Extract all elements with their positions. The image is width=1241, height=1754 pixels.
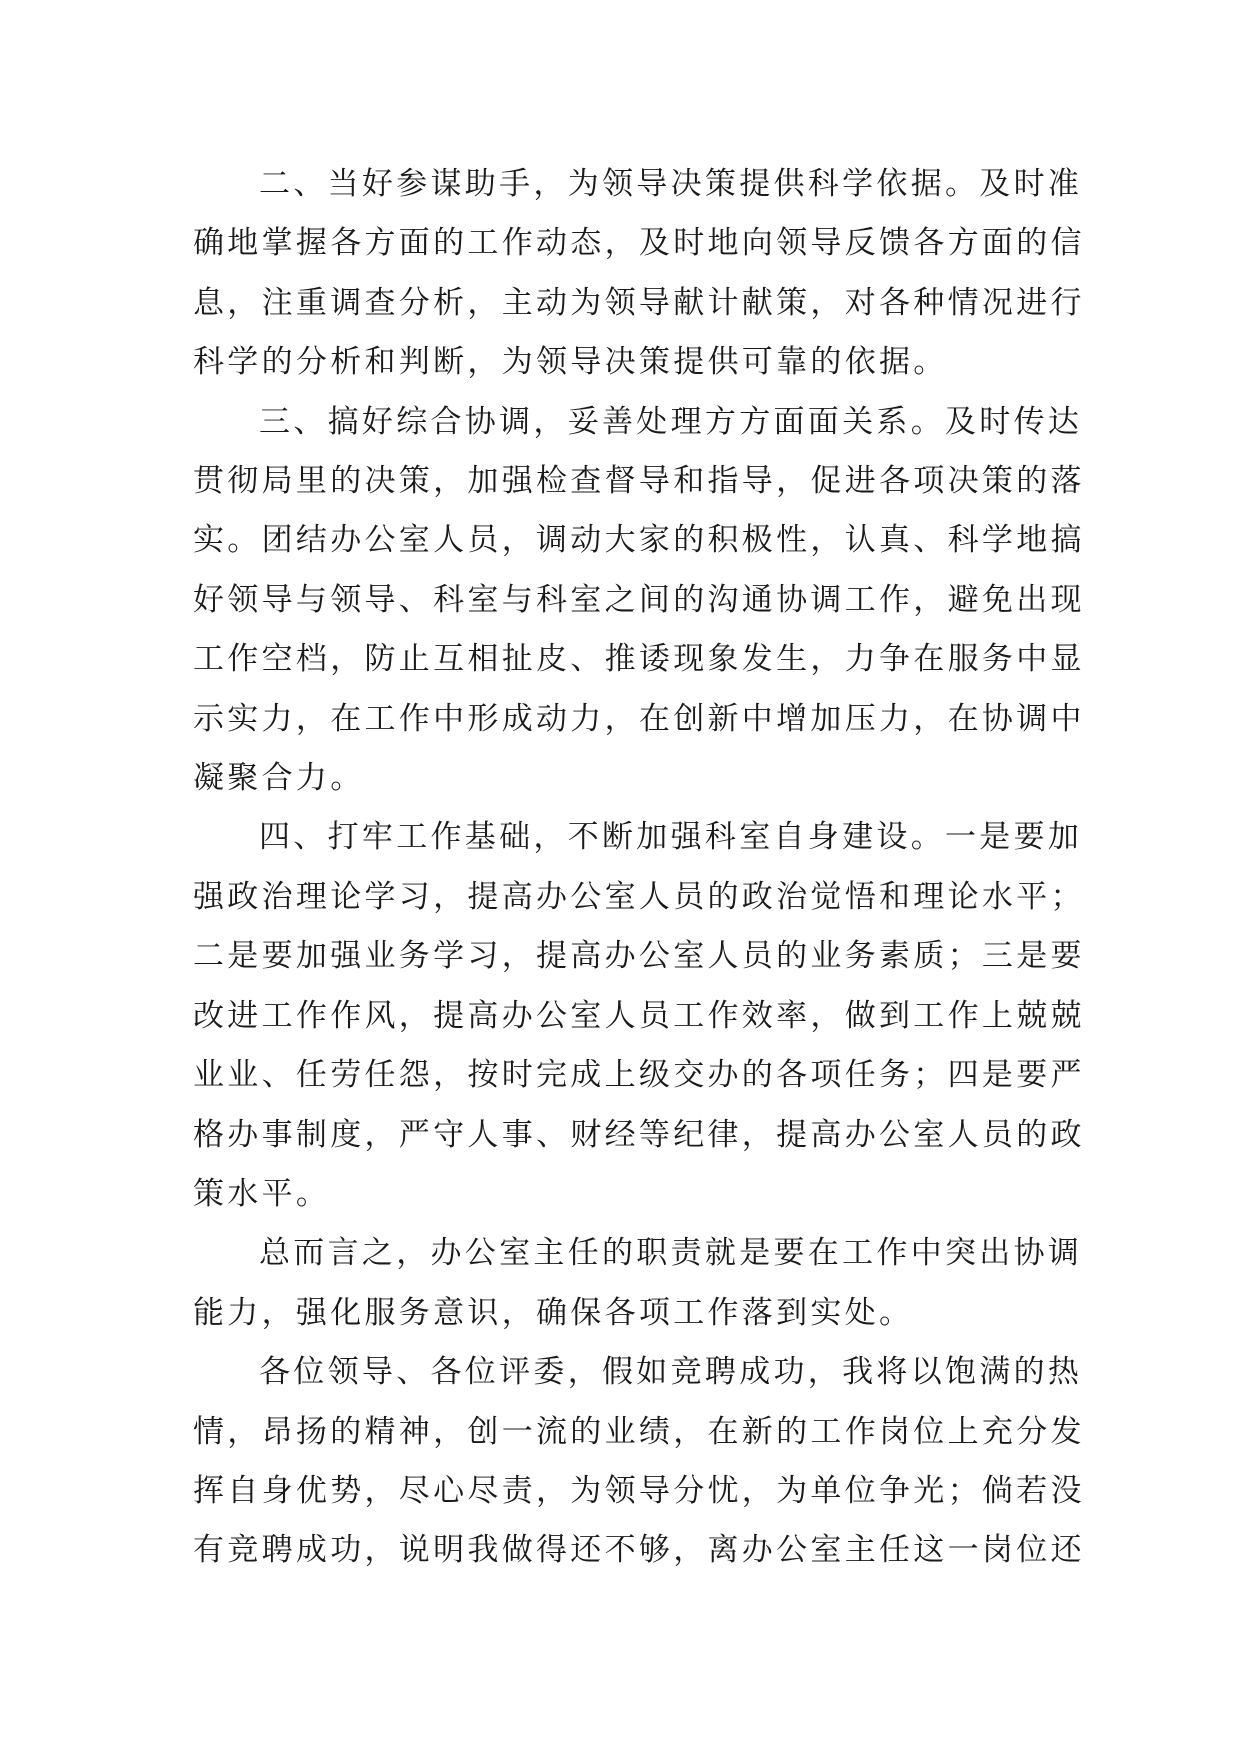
text-line: 确地掌握各方面的工作动态，及时地向领导反馈各方面的信 (193, 225, 1085, 262)
paragraph-closing (193, 1343, 1085, 1581)
document-body (193, 155, 1085, 1581)
text-line: 实。团结办公室人员，调动大家的积极性，认真、科学地搞 (193, 522, 1085, 559)
text-line: 改进工作作风，提高办公室人员工作效率，做到工作上兢兢 (193, 997, 1085, 1034)
text-line: 强政治理论学习，提高办公室人员的政治觉悟和理论水平； (193, 878, 1085, 915)
text-line: 科学的分析和判断，为领导决策提供可靠的依据。 (193, 344, 948, 381)
paragraph-3-coordination (193, 393, 1085, 809)
text-line: 示实力，在工作中形成动力，在创新中增加压力，在协调中 (193, 700, 1085, 737)
paragraph-summary (193, 1224, 1083, 1343)
text-line: 有竞聘成功，说明我做得还不够，离办公室主任这一岗位还 (193, 1532, 1085, 1569)
text-line: 二是要加强业务学习，提高办公室人员的业务素质；三是要 (193, 938, 1085, 975)
paragraph-4-foundation (193, 808, 1085, 1224)
text-line: 好领导与领导、科室与科室之间的沟通协调工作，避免出现 (193, 581, 1085, 618)
paragraph-2-advisor (193, 155, 1085, 393)
text-line: 四、打牢工作基础，不断加强科室自身建设。一是要加 (259, 819, 1083, 856)
text-line: 二、当好参谋助手，为领导决策提供科学依据。及时准 (259, 166, 1083, 202)
text-line: 工作空档，防止互相扯皮、推诿现象发生，力争在服务中显 (193, 641, 1085, 678)
text-line: 挥自身优势，尽心尽责，为领导分忧，为单位争光；倘若没 (193, 1472, 1085, 1509)
text-line: 各位领导、各位评委，假如竞聘成功，我将以饱满的热 (259, 1354, 1083, 1391)
text-line: 贯彻局里的决策，加强检查督导和指导，促进各项决策的落 (193, 463, 1085, 500)
text-line: 业业、任劳任怨，按时完成上级交办的各项任务；四是要严 (193, 1057, 1085, 1094)
text-line: 策水平。 (193, 1175, 331, 1212)
text-line: 息，注重调查分析，主动为领导献计献策，对各种情况进行 (193, 284, 1085, 321)
text-line: 能力，强化服务意识，确保各项工作落到实处。 (193, 1294, 914, 1331)
text-line: 情，昂扬的精神，创一流的业绩，在新的工作岗位上充分发 (193, 1413, 1085, 1450)
text-line: 凝聚合力。 (193, 760, 365, 797)
text-line: 三、搞好综合协调，妥善处理方方面面关系。及时传达 (259, 403, 1083, 440)
text-line: 总而言之，办公室主任的职责就是要在工作中突出协调 (259, 1235, 1083, 1272)
text-line: 格办事制度，严守人事、财经等纪律，提高办公室人员的政 (193, 1116, 1085, 1153)
